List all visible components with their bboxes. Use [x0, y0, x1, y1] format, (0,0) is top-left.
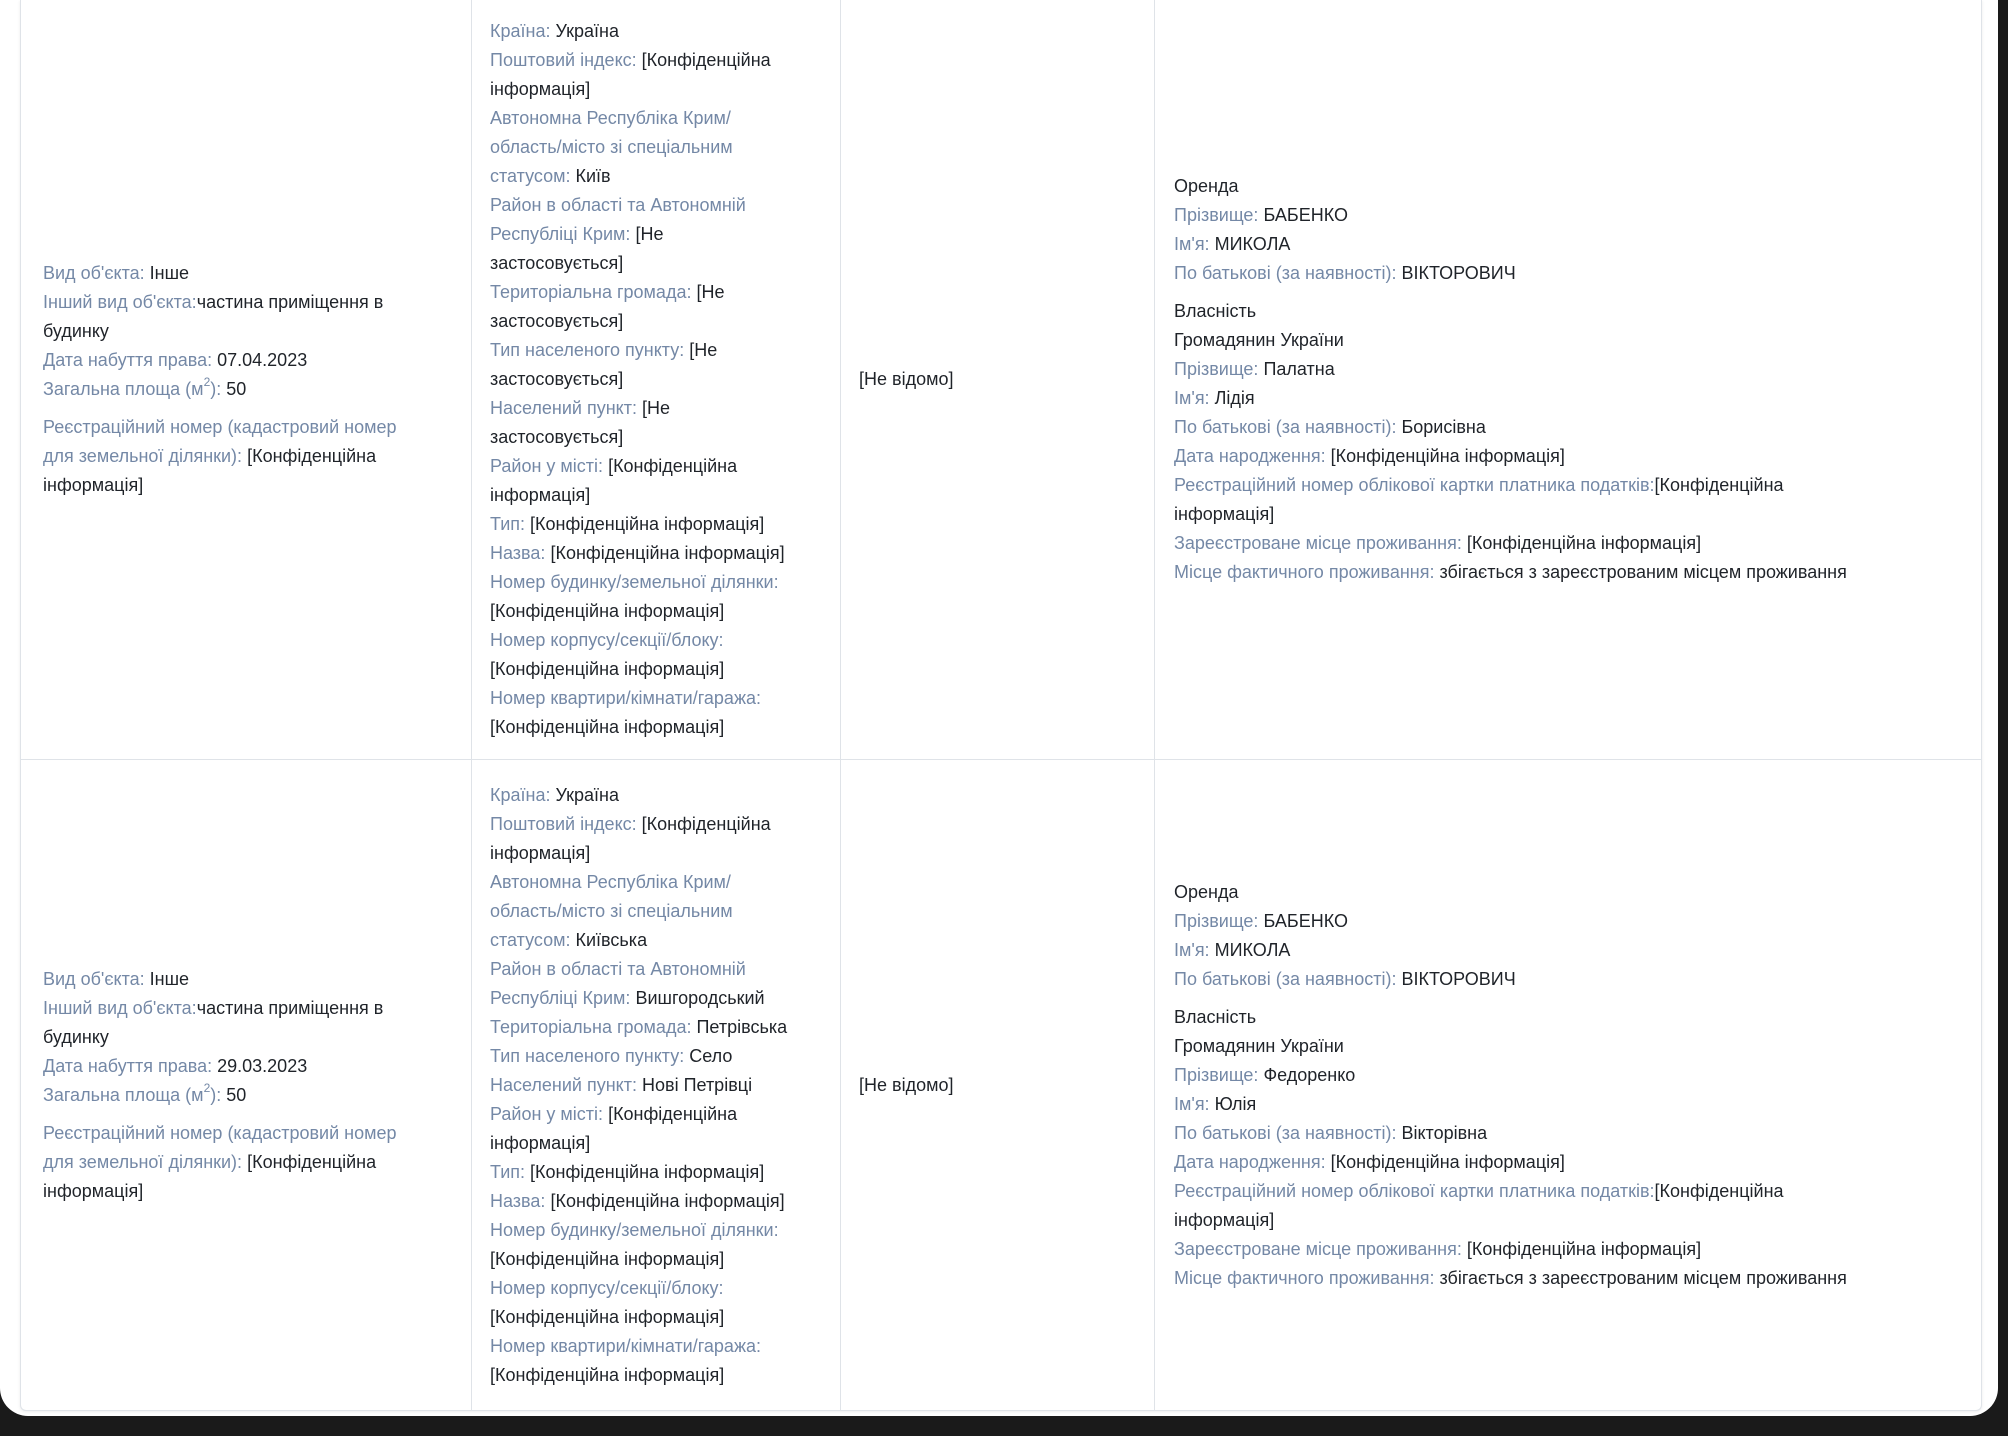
house-value: [Конфіденційна інформація]	[490, 601, 725, 621]
city-district-label: Район у місті:	[490, 1103, 604, 1124]
settlement-type-value: [Не	[689, 340, 718, 360]
reg-number-value-cont: інформація]	[43, 1180, 144, 1201]
own-surname-value: Федоренко	[1263, 1064, 1356, 1085]
postal-label: Поштовий індекс:	[490, 50, 637, 70]
settlement-type-value: Село	[689, 1045, 733, 1066]
own-tax-value-cont: інформація]	[1174, 504, 1275, 524]
rent-surname-value: БАБЕНКО	[1263, 205, 1348, 225]
region-label: Автономна Республіка Крим/	[490, 871, 731, 892]
object-cell	[21, 760, 472, 1410]
own-birth-label: Дата народження:	[1174, 446, 1326, 466]
own-tax-label: Реєстраційний номер облікової картки платника податків:	[1174, 1180, 1655, 1201]
reg-number-value: [Конфіденційна	[247, 446, 377, 466]
rent-surname-label: Прізвище:	[1174, 910, 1259, 931]
apartment-label: Номер квартири/кімнати/гаража:	[490, 688, 761, 708]
area-value: 50	[226, 379, 247, 399]
address-cell	[472, 760, 841, 1410]
rent-surname-label: Прізвище:	[1174, 205, 1259, 225]
own-surname-label: Прізвище:	[1174, 1064, 1259, 1085]
settlement-label: Населений пункт:	[490, 398, 637, 418]
house-label: Номер будинку/земельної ділянки:	[490, 572, 779, 592]
area-label: Загальна площа (м	[43, 379, 204, 399]
cost-cell	[841, 760, 1155, 1410]
apartment-label: Номер квартири/кімнати/гаража:	[490, 1335, 761, 1356]
own-actual-place-label: Місце фактичного проживання:	[1174, 1267, 1435, 1288]
table-row	[21, 0, 1981, 760]
region-label-cont: статусом:	[490, 166, 571, 186]
rent-title: Оренда	[1174, 881, 1239, 902]
own-birth-value: [Конфіденційна інформація]	[1330, 446, 1565, 466]
community-label: Територіальна громада:	[490, 282, 692, 302]
other-type-value: частина приміщення в	[196, 292, 384, 312]
region-label: Автономна Республіка Крим/	[490, 108, 731, 128]
district-label: Район в області та Автономній	[490, 958, 746, 979]
settlement-value-cont: застосовується]	[490, 427, 624, 447]
address-cell	[472, 0, 841, 759]
rent-patronymic-value: ВІКТОРОВИЧ	[1401, 263, 1516, 283]
postal-value: [Конфіденційна	[641, 813, 771, 834]
reg-number-label: Реєстраційний номер (кадастровий номер	[43, 417, 397, 437]
own-patronymic-label: По батькові (за наявності):	[1174, 1122, 1397, 1143]
rent-surname-value: БАБЕНКО	[1263, 910, 1348, 931]
own-reg-place-label: Зареєстроване місце проживання:	[1174, 533, 1462, 553]
rights-cell	[1155, 760, 1981, 1410]
settlement-label: Населений пункт:	[490, 1074, 637, 1095]
own-reg-place-value: [Конфіденційна інформація]	[1466, 533, 1702, 553]
own-actual-place-value: збігається з зареєстрованим місцем проживання	[1439, 562, 1847, 582]
community-label: Територіальна громада:	[490, 1016, 692, 1037]
postal-value-cont: інформація]	[490, 79, 591, 99]
community-value: [Не	[696, 282, 725, 302]
other-type-label: Інший вид об'єкта:	[43, 997, 197, 1018]
own-tax-value-cont: інформація]	[1174, 1209, 1275, 1230]
house-value: [Конфіденційна інформація]	[490, 1248, 725, 1269]
own-tax-label: Реєстраційний номер облікової картки платника податків:	[1174, 475, 1655, 495]
object-type-label: Вид об'єкта:	[43, 263, 145, 283]
street-type-label: Тип:	[490, 1161, 526, 1182]
street-name-value: [Конфіденційна інформація]	[550, 543, 785, 563]
reg-number-value: [Конфіденційна	[247, 1151, 377, 1172]
country-label: Країна:	[490, 21, 551, 41]
city-district-value: [Конфіденційна	[608, 1103, 738, 1124]
own-patronymic-value: Вікторівна	[1401, 1122, 1488, 1143]
other-type-label: Інший вид об'єкта:	[43, 292, 197, 312]
city-district-value-cont: інформація]	[490, 1132, 591, 1153]
settlement-value: Нові Петрівці	[642, 1074, 753, 1095]
own-reg-place-value: [Конфіденційна інформація]	[1466, 1238, 1702, 1259]
city-district-value-cont: інформація]	[490, 485, 591, 505]
reg-number-value-cont: інформація]	[43, 475, 144, 495]
building-label: Номер корпусу/секції/блоку:	[490, 1277, 724, 1298]
cost-value: [Не відомо]	[859, 1074, 954, 1095]
settlement-type-label: Тип населеного пункту:	[490, 1045, 685, 1066]
ownership-title: Власність	[1174, 301, 1257, 321]
cost-value: [Не відомо]	[859, 369, 954, 389]
building-label: Номер корпусу/секції/блоку:	[490, 630, 724, 650]
reg-number-label-cont: для земельної ділянки):	[43, 1151, 243, 1172]
ownership-title: Власність	[1174, 1006, 1257, 1027]
citizen-label: Громадянин України	[1174, 1035, 1344, 1056]
house-label: Номер будинку/земельної ділянки:	[490, 1219, 779, 1240]
rent-name-label: Ім'я:	[1174, 234, 1210, 254]
date-value: 07.04.2023	[217, 350, 308, 370]
own-reg-place-label: Зареєстроване місце проживання:	[1174, 1238, 1462, 1259]
apartment-value: [Конфіденційна інформація]	[490, 1364, 725, 1385]
own-tax-value: [Конфіденційна	[1654, 1180, 1784, 1201]
district-label-cont: Республіці Крим:	[490, 987, 631, 1008]
district-value: [Не	[635, 224, 664, 244]
object-type-label: Вид об'єкта:	[43, 968, 145, 989]
own-surname-value: Палатна	[1263, 359, 1335, 379]
city-district-label: Район у місті:	[490, 456, 604, 476]
own-name-label: Ім'я:	[1174, 1093, 1210, 1114]
cost-cell	[841, 0, 1155, 759]
street-type-value: [Конфіденційна інформація]	[530, 514, 765, 534]
building-value: [Конфіденційна інформація]	[490, 1306, 725, 1327]
own-patronymic-label: По батькові (за наявності):	[1174, 417, 1397, 437]
country-label: Країна:	[490, 784, 551, 805]
rent-name-value: МИКОЛА	[1214, 939, 1291, 960]
rent-name-label: Ім'я:	[1174, 939, 1210, 960]
street-name-label: Назва:	[490, 543, 546, 563]
reg-number-label: Реєстраційний номер (кадастровий номер	[43, 1122, 397, 1143]
apartment-value: [Конфіденційна інформація]	[490, 717, 725, 737]
community-value: Петрівська	[696, 1016, 788, 1037]
country-value: Україна	[555, 21, 619, 41]
other-type-value: частина приміщення в	[196, 997, 384, 1018]
date-value: 29.03.2023	[217, 1055, 308, 1076]
area-sup: 2	[203, 375, 211, 389]
own-name-value: Лідія	[1214, 388, 1255, 408]
settlement-type-label: Тип населеного пункту:	[490, 340, 685, 360]
own-surname-label: Прізвище:	[1174, 359, 1259, 379]
citizen-label: Громадянин України	[1174, 330, 1344, 350]
region-label-cont: статусом:	[490, 929, 571, 950]
district-value: Вишгородський	[635, 987, 765, 1008]
own-name-value: Юлія	[1214, 1093, 1257, 1114]
own-actual-place-value: збігається з зареєстрованим місцем проживання	[1439, 1267, 1847, 1288]
rent-title: Оренда	[1174, 176, 1239, 196]
other-type-value-cont: будинку	[43, 321, 109, 341]
own-birth-label: Дата народження:	[1174, 1151, 1326, 1172]
district-label: Район в області та Автономній	[490, 195, 746, 215]
postal-value-cont: інформація]	[490, 842, 591, 863]
area-sup: 2	[203, 1080, 211, 1095]
own-tax-value: [Конфіденційна	[1654, 475, 1784, 495]
property-table	[20, 0, 1982, 1411]
city-district-value: [Конфіденційна	[608, 456, 738, 476]
other-type-value-cont: будинку	[43, 1026, 109, 1047]
region-label-cont: область/місто зі спеціальним	[490, 900, 733, 921]
area-label-post: ):	[210, 1084, 222, 1105]
object-cell	[21, 0, 472, 759]
own-patronymic-value: Борисівна	[1401, 417, 1486, 437]
rent-patronymic-label: По батькові (за наявності):	[1174, 968, 1397, 989]
area-label-post: ):	[210, 379, 222, 399]
street-name-label: Назва:	[490, 1190, 546, 1211]
table-row	[21, 760, 1981, 1410]
community-value-cont: застосовується]	[490, 311, 624, 331]
object-type-value: Інше	[149, 968, 190, 989]
district-value-cont: застосовується]	[490, 253, 624, 273]
area-value: 50	[226, 1084, 247, 1105]
settlement-type-value-cont: застосовується]	[490, 369, 624, 389]
region-label-cont: область/місто зі спеціальним	[490, 137, 733, 157]
street-type-label: Тип:	[490, 514, 526, 534]
rent-name-value: МИКОЛА	[1214, 234, 1291, 254]
area-label: Загальна площа (м	[43, 1084, 204, 1105]
region-value: Київ	[575, 166, 611, 186]
rent-patronymic-label: По батькові (за наявності):	[1174, 263, 1397, 283]
own-name-label: Ім'я:	[1174, 388, 1210, 408]
postal-label: Поштовий індекс:	[490, 813, 637, 834]
date-label: Дата набуття права:	[43, 350, 213, 370]
rent-patronymic-value: ВІКТОРОВИЧ	[1401, 968, 1516, 989]
settlement-value: [Не	[642, 398, 671, 418]
street-name-value: [Конфіденційна інформація]	[550, 1190, 785, 1211]
district-label-cont: Республіці Крим:	[490, 224, 631, 244]
postal-value: [Конфіденційна	[641, 50, 771, 70]
building-value: [Конфіденційна інформація]	[490, 659, 725, 679]
date-label: Дата набуття права:	[43, 1055, 213, 1076]
own-actual-place-label: Місце фактичного проживання:	[1174, 562, 1435, 582]
object-type-value: Інше	[149, 263, 190, 283]
region-value: Київська	[575, 929, 648, 950]
own-birth-value: [Конфіденційна інформація]	[1330, 1151, 1565, 1172]
country-value: Україна	[555, 784, 619, 805]
rights-cell	[1155, 0, 1981, 759]
reg-number-label-cont: для земельної ділянки):	[43, 446, 243, 466]
street-type-value: [Конфіденційна інформація]	[530, 1161, 765, 1182]
